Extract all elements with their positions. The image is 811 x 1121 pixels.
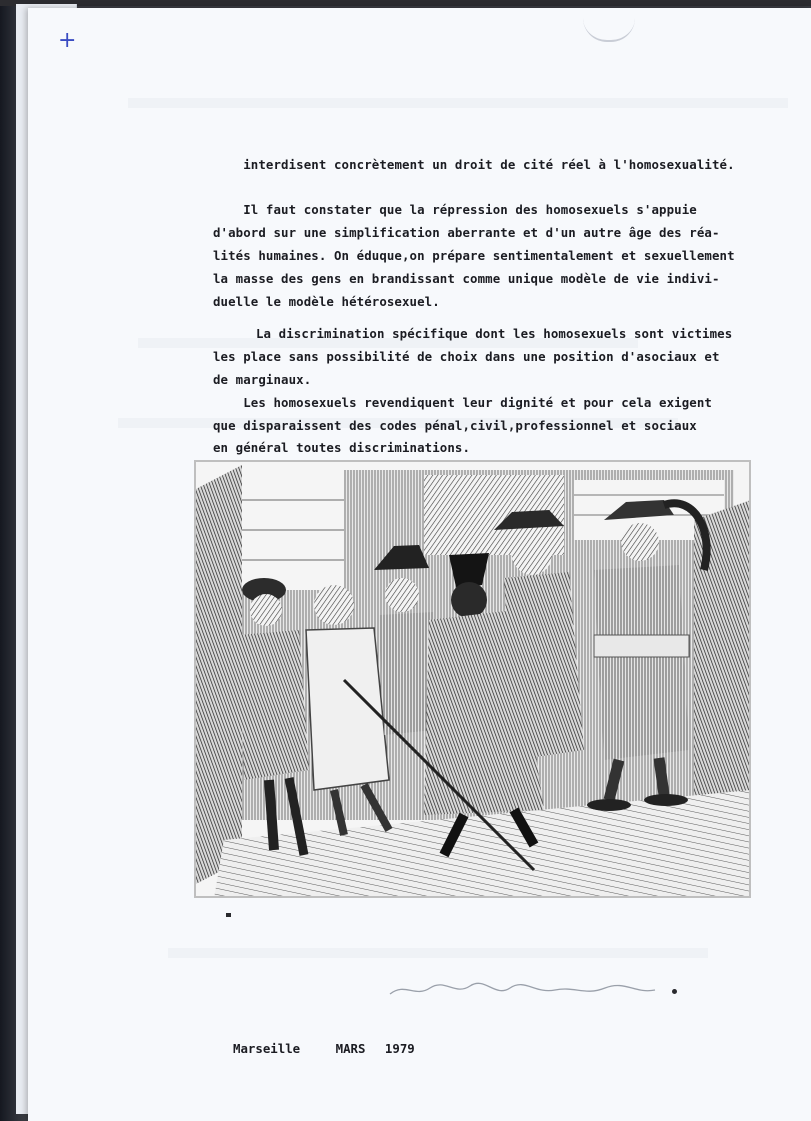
body-text: [213, 131, 798, 460]
faint-handwriting: [385, 976, 685, 1002]
paragraph-1: [213, 131, 798, 199]
ink-tick: [226, 913, 231, 917]
text-line: La discrimination spécifique dont les homosexuels sont victimes: [256, 326, 733, 342]
paragraph-3: [213, 323, 798, 391]
text-line: la masse des gens en brandissant comme unique modèle de vie indivi-: [213, 270, 720, 286]
ink-dot: [672, 989, 677, 994]
text-line: interdisent concrètement un droit de cité réel à l'homosexualité.: [243, 156, 735, 172]
scan-edge-top: [0, 0, 811, 6]
text-line: lités humaines. On éduque,on prépare sentimentalement et sexuellement: [213, 247, 735, 263]
show-through-line: [128, 98, 788, 108]
engraving-svg: [194, 460, 751, 898]
text-line: de marginaux.: [213, 371, 312, 387]
text-line: Les homosexuels revendiquent leur dignité et pour cela exigent: [213, 394, 712, 410]
paragraph-4: [213, 392, 798, 460]
text-line: d'abord sur une simplification aberrante et d'un autre âge des réa-: [213, 225, 720, 241]
text-line: duelle le modèle hétérosexuel.: [213, 293, 440, 309]
footer-place-date: [233, 1041, 415, 1056]
text-line: Il faut constater que la répression des homosexuels s'appuie: [213, 202, 697, 218]
footer-year: 1979: [384, 1041, 415, 1056]
margin-plus-mark: +: [58, 28, 77, 53]
paper-tear: [583, 18, 635, 42]
paragraph-2: [213, 199, 798, 313]
footer-city: Marseille: [233, 1041, 301, 1056]
text-line: les place sans possibilité de choix dans une position d'asociaux et: [213, 349, 720, 365]
text-line: en général toutes discriminations.: [213, 440, 471, 456]
engraving-illustration: [194, 460, 751, 898]
text-line: que disparaissent des codes pénal,civil,professionnel et sociaux: [213, 417, 697, 433]
show-through-line: [168, 948, 708, 958]
footer-month: MARS: [335, 1041, 366, 1056]
